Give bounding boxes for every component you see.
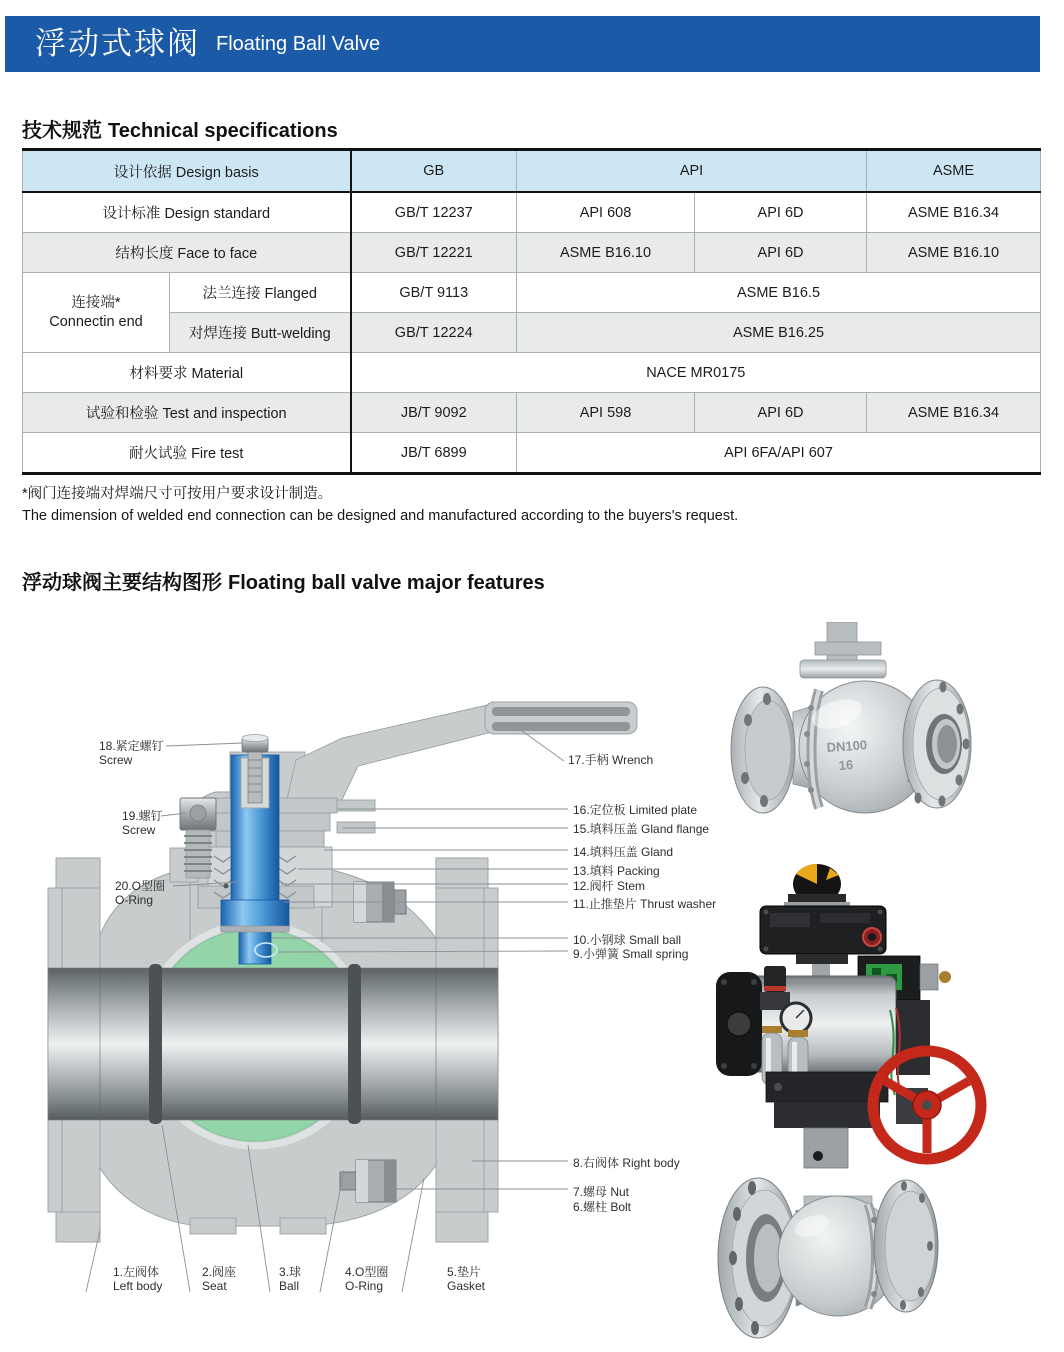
- spec-heading-zh: 技术规范: [22, 120, 102, 142]
- part-label-en: Screw: [99, 753, 133, 767]
- part-label-en: O-Ring: [115, 893, 154, 907]
- seat-left: [149, 964, 162, 1124]
- part-label-zh: 1.左阀体: [113, 1265, 160, 1279]
- pipe-bore: [48, 968, 498, 1120]
- cell-value: API 608: [517, 192, 695, 233]
- spec-section-heading: [22, 114, 338, 143]
- valve-cross-section-diagram: [40, 620, 720, 1320]
- table-row: [23, 233, 1041, 273]
- connect-group-en: Connectin end: [49, 313, 143, 330]
- part-label-19-screw: [122, 809, 163, 837]
- part-label-en: Seat: [202, 1279, 227, 1293]
- cell-label: 对焊连接 Butt-welding: [170, 313, 351, 353]
- part-label-16-limited-plate: 16.定位板 Limited plate: [573, 803, 698, 817]
- part-label-14-gland: 14.填料压盖 Gland: [573, 845, 674, 859]
- seat-right: [348, 964, 361, 1124]
- cell-label: 设计标准 Design standard: [23, 192, 351, 233]
- table-row: [23, 393, 1041, 433]
- cell-connect-group: [23, 273, 170, 353]
- cell-label: 材料要求 Material: [23, 353, 351, 393]
- cell-label: 试验和检验 Test and inspection: [23, 393, 351, 433]
- table-row: [23, 353, 1041, 393]
- footnote-en: The dimension of welded end connection can be designed and manufactured according to the buyers's request.: [22, 508, 739, 524]
- part-label-zh: 19.螺钉: [122, 809, 163, 823]
- part-label-17-wrench: 17.手柄 Wrench: [568, 753, 654, 767]
- photo-actuated-ball-valve: [700, 860, 1064, 1352]
- features-heading-en: Floating ball valve major features: [228, 572, 545, 594]
- page-title-en: Floating Ball Valve: [216, 33, 381, 55]
- cell-value: GB/T 12237: [351, 192, 517, 233]
- cell-value: GB/T 9113: [351, 273, 517, 313]
- thrust-washer: [221, 926, 289, 932]
- table-row: [23, 192, 1041, 233]
- footnote-zh: *阀门连接端对焊端尺寸可按用户要求设计制造。: [22, 486, 333, 502]
- part-label-en: O-Ring: [345, 1279, 384, 1293]
- part-label-3-ball: [279, 1265, 301, 1293]
- header-gb: GB: [351, 150, 517, 193]
- part-label-11-thrust-washer: 11.止推垫片 Thrust washer: [573, 897, 717, 911]
- part-label-zh: 2.阀座: [202, 1265, 237, 1279]
- table-row: [23, 313, 1041, 353]
- spec-table: [22, 148, 1041, 475]
- part-label-15-gland-flange: 15.填料压盖 Gland flange: [573, 822, 710, 836]
- cell-value: API 6D: [695, 192, 867, 233]
- part-label-6-bolt: 6.螺柱 Bolt: [573, 1200, 632, 1214]
- header-design-basis: 设计依据 Design basis: [23, 150, 351, 193]
- cell-value: ASME B16.34: [867, 393, 1041, 433]
- cell-label: 耐火试验 Fire test: [23, 433, 351, 474]
- page-title-zh: 浮动式球阀: [35, 26, 200, 61]
- flanged-ball-valve-illustration: [715, 622, 975, 858]
- left-flange: [731, 687, 795, 813]
- part-label-zh: 4.O型圈: [345, 1265, 389, 1279]
- part-label-9-small-spring: 9.小弹簧 Small spring: [573, 947, 689, 961]
- cell-value: GB/T 12221: [351, 233, 517, 273]
- cell-value: API 598: [517, 393, 695, 433]
- valve-cross-section-drawing: [40, 620, 720, 1320]
- cell-label: 结构长度 Face to face: [23, 233, 351, 273]
- header-api: API: [517, 150, 867, 193]
- page-banner: [5, 16, 1040, 72]
- footnote: [22, 483, 738, 527]
- svg-text:16: 16: [838, 757, 854, 773]
- part-label-zh: 20.O型圈: [115, 879, 166, 893]
- cell-value: ASME B16.10: [867, 233, 1041, 273]
- table-row: [23, 273, 1041, 313]
- features-section-heading: [22, 566, 545, 595]
- cell-value: API 6D: [695, 393, 867, 433]
- part-label-2-seat: [202, 1265, 236, 1293]
- cell-value: NACE MR0175: [351, 353, 1041, 393]
- cell-value: ASME B16.10: [517, 233, 695, 273]
- actuated-ball-valve-illustration: [700, 860, 1064, 1352]
- part-label-zh: 3.球: [279, 1265, 302, 1279]
- photo-flanged-ball-valve: [715, 622, 975, 858]
- part-label-4-o-ring: [345, 1265, 388, 1293]
- cell-label: 法兰连接 Flanged: [170, 273, 351, 313]
- part-label-5-gasket: [447, 1265, 485, 1293]
- connect-group-zh: 连接端*: [71, 294, 121, 311]
- cell-value: JB/T 9092: [351, 393, 517, 433]
- part-label-18-screw: [99, 739, 164, 767]
- part-label-zh: 18.紧定螺钉: [99, 739, 164, 753]
- part-label-en: Left body: [113, 1279, 163, 1293]
- table-header-row: [23, 150, 1041, 193]
- part-label-en: Screw: [122, 823, 156, 837]
- part-label-zh: 5.垫片: [447, 1265, 482, 1279]
- cell-value: ASME B16.5: [517, 273, 1041, 313]
- part-label-1-left-body: [113, 1265, 162, 1293]
- cell-value: JB/T 6899: [351, 433, 517, 474]
- table-row: [23, 433, 1041, 474]
- o-ring-dot: [224, 884, 229, 889]
- cell-value: ASME B16.25: [517, 313, 1041, 353]
- right-flange: [903, 680, 971, 808]
- top-bracket: [800, 622, 886, 678]
- features-heading-zh: 浮动球阀主要结构图形: [22, 572, 222, 594]
- part-label-en: Ball: [279, 1279, 300, 1293]
- part-label-8-right-body: 8.右阀体 Right body: [573, 1156, 680, 1170]
- header-asme: ASME: [867, 150, 1041, 193]
- part-label-7-nut: 7.螺母 Nut: [573, 1185, 630, 1199]
- cell-value: API 6FA/API 607: [517, 433, 1041, 474]
- part-label-13-packing: 13.填料 Packing: [573, 864, 660, 878]
- cell-value: ASME B16.34: [867, 192, 1041, 233]
- part-label-12-stem: 12.阀杆 Stem: [573, 879, 646, 893]
- valve-body-bottom: [718, 1178, 938, 1338]
- spec-heading-en: Technical specifications: [108, 120, 338, 142]
- cell-value: API 6D: [695, 233, 867, 273]
- part-label-en: Gasket: [447, 1279, 486, 1293]
- part-label-10-small-ball: 10.小钢球 Small ball: [573, 933, 682, 947]
- svg-text:DN100: DN100: [826, 737, 868, 755]
- cell-value: GB/T 12224: [351, 313, 517, 353]
- part-label-20-o-ring: [115, 879, 165, 907]
